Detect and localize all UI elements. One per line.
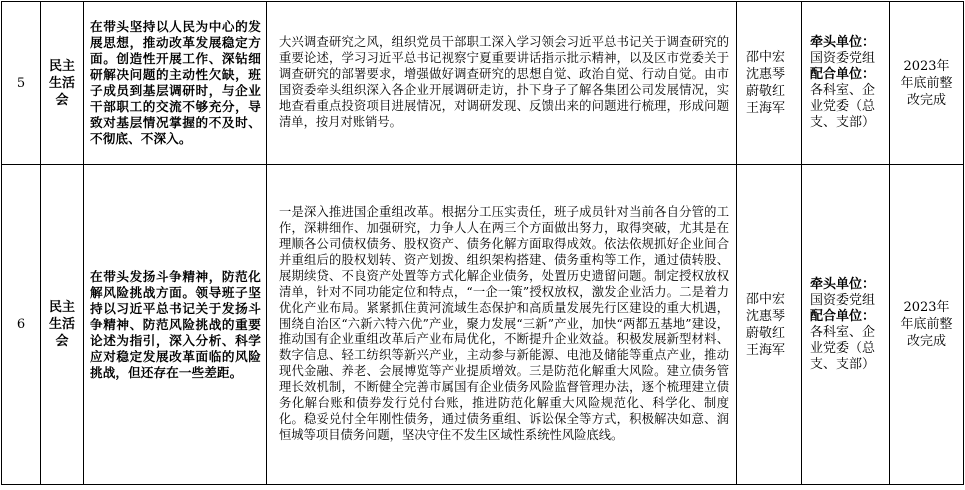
rectification-table (1, 1, 964, 485)
lead-unit-label: 牵头单位： (810, 276, 876, 292)
row-number: 5 (2, 2, 41, 165)
row-number: 6 (2, 165, 41, 485)
unit-cell (802, 165, 890, 485)
responsible-text: 邵中宏沈惠琴蔚敬红王海军 (746, 50, 786, 116)
unit-cell (802, 2, 890, 165)
coop-unit-label: 配合单位： (810, 308, 876, 324)
table-row (2, 2, 964, 165)
responsible-cell (737, 165, 802, 485)
coop-unit-value: 各科室、企业党委（总支、支部） (810, 83, 876, 130)
category-cell (41, 165, 84, 485)
category-text: 民主生活会 (48, 58, 75, 108)
deadline-text: 2023年年底前整改完成 (900, 58, 953, 108)
category-cell (41, 2, 84, 165)
lead-unit-value: 国资委党组 (810, 292, 876, 308)
table-row (2, 165, 964, 485)
deadline-text: 2023年年底前整改完成 (900, 300, 953, 349)
category-text: 民主生活会 (48, 300, 75, 349)
problem-cell: 在带头发扬斗争精神，防范化解风险挑战方面。领导班子坚持以习近平总书记关于发扬斗争精神、防范风险挑战的重要论述为指引，深入分析、科学应对稳定发展改革面临的风险挑战，但还存在一些差距。 (84, 165, 267, 485)
coop-unit-value: 各科室、企业党委（总支、支部） (810, 324, 876, 372)
responsible-cell (737, 2, 802, 165)
lead-unit-label: 牵头单位： (810, 35, 876, 50)
problem-cell: 在带头坚持以人民为中心的发展思想，推动改革发展稳定方面。创造性开展工作、深钻细研解决问题的主动性欠缺，班子成员到基层调研时，与企业干部职工的交流不够充分，导致对基层情况掌握的不及时、不彻底、不深入。 (84, 2, 267, 165)
deadline-cell (890, 165, 964, 485)
responsible-text: 邵中宏沈惠琴蔚敬红王海军 (746, 291, 786, 358)
deadline-cell (890, 2, 964, 165)
measure-cell: 一是深入推进国企重组改革。根据分工压实责任，班子成员针对当前各自分管的工作，深耕细作、加强研究，力争人人在两三个方面做出努力，取得突破，尤其是在理顺各公司债权债务、股权资产、债务化解方面取得成效。依法依规抓好企业间合并重组后的股权划转、资产划拨、组织架构搭建、债务重构等工作，通过债转股、展期续贷、不良资产处置等方式化解企业债务，处置历史遗留问题。制定授权放权清单，针对不同功能定位和特点，“一企一策”授权放权，激发企业活力。二是着力优化产业布局。紧紧抓住黄河流域生态保护和高质量发展先行区建设的重大机遇，围绕自治区“六新六特六优”产业，聚力发展“三新”产业，加快“两都五基地”建设，推动国有企业重组改革后产业布局优化，不断提升企业效益。积极发展新型材料、数字信息、轻工纺织等新兴产业，主动参与新能源、电池及储能等重点产业，推动现代金融、养老、会展博览等产业提质增效。三是防范化解重大风险。建立债务管理长效机制，不断健全完善市属国有企业债务风险监督管理办法，逐个梳理建立债务化解台账和债券发行兑付台账，推进防范化解重大风险规范化、科学化、制度化。稳妥兑付全年刚性债务，通过债务重组、诉讼保全等方式，积极解决如意、润恒城等项目债务问题，坚决守住不发生区域性系统性风险底线。 (267, 165, 737, 485)
lead-unit-value: 国资委党组 (810, 51, 876, 66)
measure-cell: 大兴调查研究之风，组织党员干部职工深入学习领会习近平总书记关于调查研究的重要论述，学习习近平总书记视察宁夏重要讲话指示批示精神，以及区市党委关于调查研究的部署要求，增强做好调查研究的思想自觉、政治自觉、行动自觉。由市国资委牵头组织深入各企业开展调研走访，扑下身子了解各集团公司发展情况，实地查看重点投资项目进展情况，对调研发现、反馈出来的问题进行梳理，形成问题清单，按月对账销号。 (267, 2, 737, 165)
coop-unit-label: 配合单位： (810, 67, 876, 82)
